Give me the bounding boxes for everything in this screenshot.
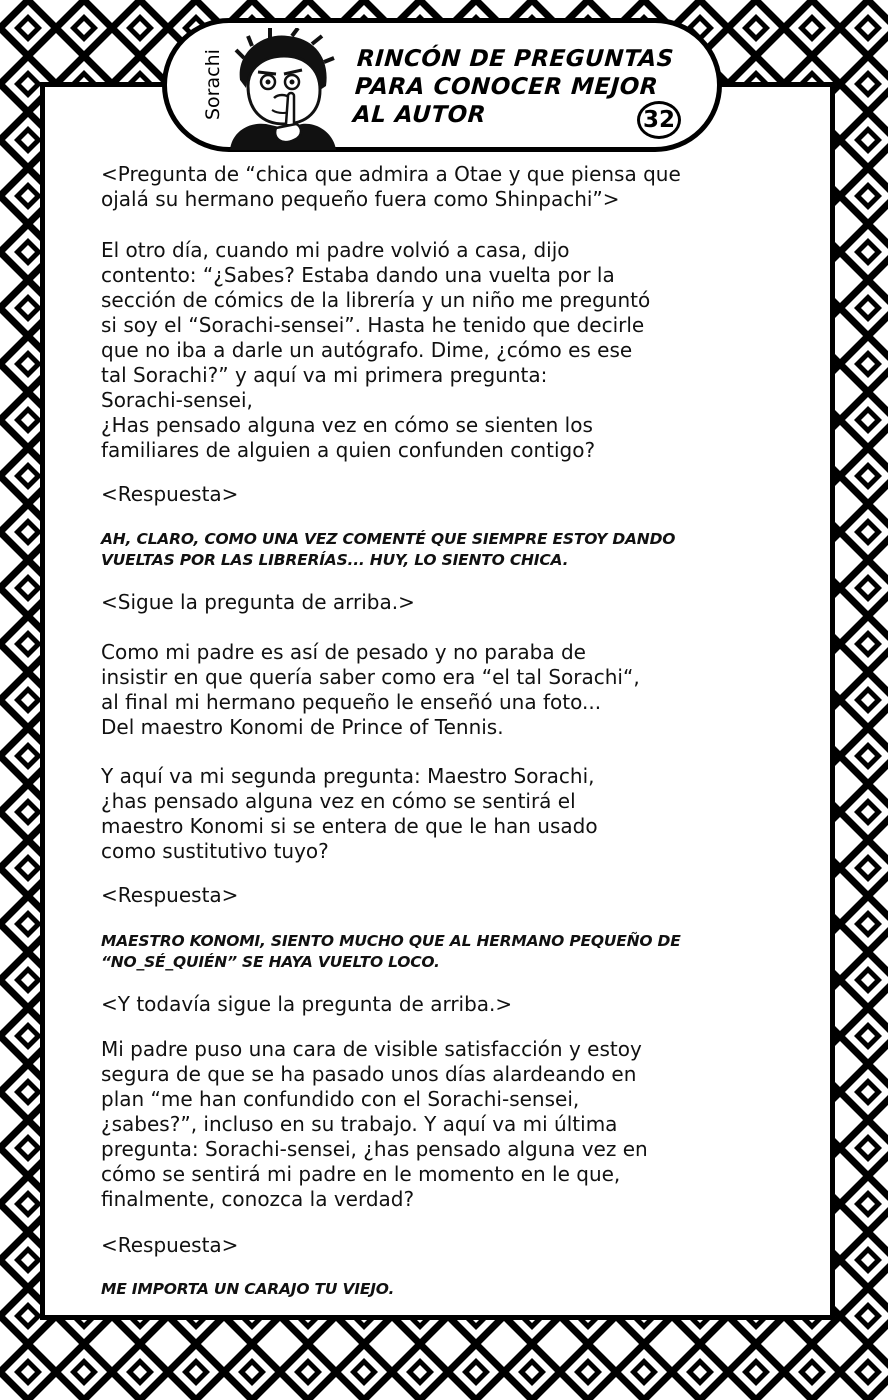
question-3-header: <Y todavía sigue la pregunta de arriba.> <box>101 992 513 1016</box>
response-2-label: <Respuesta> <box>101 883 239 907</box>
title-line-3: AL AUTOR <box>352 102 487 128</box>
title-line-1: RINCÓN DE PREGUNTAS <box>356 46 675 72</box>
answer-2: MAESTRO KONOMI, SIENTO MUCHO QUE AL HERMANO PEQUEÑO DE “NO_SÉ_QUIÉN” SE HAYA VUELTO LOCO. <box>101 932 681 971</box>
title-line-2: PARA CONOCER MEJOR <box>354 74 659 100</box>
question-2-body: Como mi padre es así de pesado y no paraba de insistir en que quería saber como era “el tal Sorachi“, al final mi hermano pequeño le enseñó una foto... Del maestro Konomi de Prince of Tennis. <box>101 640 640 739</box>
answer-1: AH, CLARO, COMO UNA VEZ COMENTÉ QUE SIEMPRE ESTOY DANDO VUELTAS POR LAS LIBRERÍAS... HUY, LO SIENTO CHICA. <box>101 530 676 569</box>
question-1-body: El otro día, cuando mi padre volvió a casa, dijo contento: “¿Sabes? Estaba dando una vuelta por la sección de cómics de la librería y un niño me preguntó si soy el “Sorachi-sensei”. Hasta he tenido que decirle que no iba a darle un autógrafo. Dime, ¿cómo es ese tal Sorachi?” y aquí va mi primera pregunta: Sorachi-sensei, ¿Has pensado alguna vez en cómo se sienten los familiares de alguien a quien confunden contigo? <box>101 238 651 462</box>
question-2-body-2: Y aquí va mi segunda pregunta: Maestro Sorachi, ¿has pensado alguna vez en cómo se sentirá el maestro Konomi si se entera de que le han usado como sustitutivo tuyo? <box>101 764 598 863</box>
author-portrait-icon <box>222 28 342 150</box>
answer-3: ME IMPORTA UN CARAJO TU VIEJO. <box>101 1280 395 1298</box>
question-3-body: Mi padre puso una cara de visible satisfacción y estoy segura de que se ha pasado unos días alardeando en plan “me han confundido con el Sorachi-sensei, ¿sabes?”, incluso en su trabajo. Y aquí va mi última pregunta: Sorachi-sensei, ¿has pensado alguna vez en cómo se sentirá mi padre en le momento en le que, finalmente, conozca la verdad? <box>101 1037 648 1211</box>
author-label: Sorachi <box>202 49 224 121</box>
question-2-header: <Sigue la pregunta de arriba.> <box>101 590 415 614</box>
response-3-label: <Respuesta> <box>101 1233 239 1257</box>
response-1-label: <Respuesta> <box>101 482 239 506</box>
question-1-header: <Pregunta de “chica que admira a Otae y que piensa que ojalá su hermano pequeño fuera como Shinpachi”> <box>101 162 681 211</box>
issue-number-badge: 32 <box>637 101 681 139</box>
